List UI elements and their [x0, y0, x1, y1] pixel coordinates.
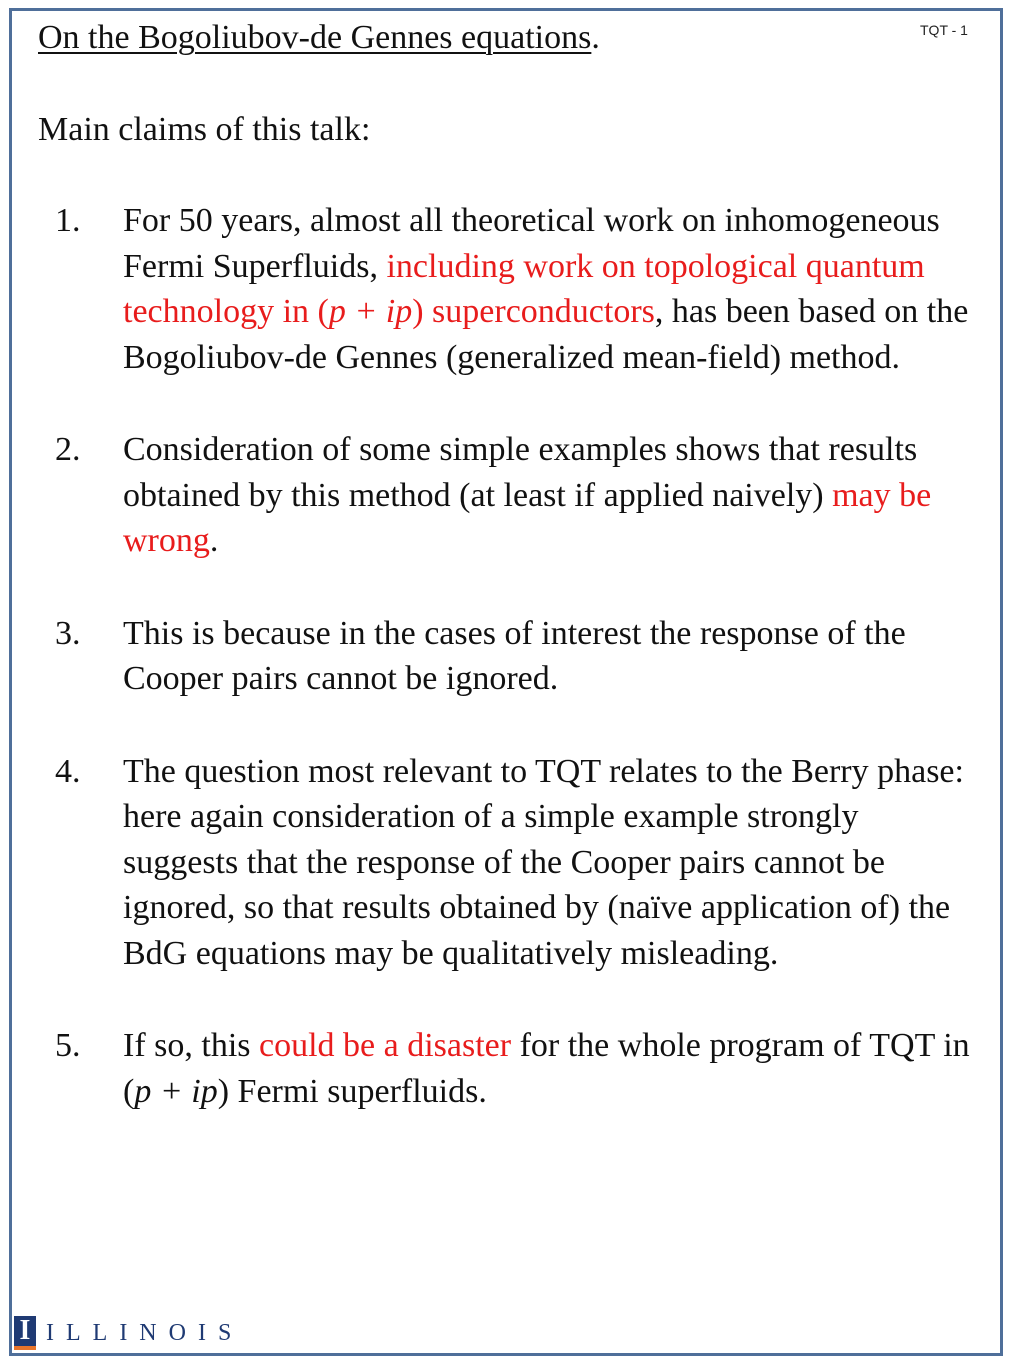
claim-highlight: ) superconductors [412, 293, 655, 330]
claim-item-4 [0, 749, 990, 977]
claim-text-segment: . [209, 522, 219, 559]
claim-text [123, 427, 973, 564]
claim-text-segment: ) Fermi superfluids. [217, 1072, 487, 1110]
claim-number: 2. [55, 431, 81, 468]
illinois-block-i-icon: I [14, 1316, 36, 1350]
claim-text [123, 1023, 973, 1114]
illinois-wordmark: ILLINOIS [46, 1319, 244, 1346]
claim-text-segment: For 50 years, almost all theoretical work on inhomogeneous Fermi Superfluids, [123, 202, 940, 285]
slide-title [38, 16, 600, 60]
slide-subtitle: Main claims of this talk: [38, 111, 371, 148]
slide-title-period: . [591, 19, 600, 56]
claim-math-p-ip: p + ip [328, 293, 413, 330]
claim-item-1 [0, 198, 990, 380]
slide-title-text: On the Bogoliubov-de Gennes equations [38, 19, 592, 56]
claims-list [0, 198, 990, 1161]
claim-number: 4. [55, 752, 81, 790]
slide-number: TQT - 1 [920, 22, 968, 38]
claim-number: 5. [55, 1027, 81, 1064]
claim-item-3 [0, 611, 990, 702]
claim-text-segment: This is because in the cases of interest the response of the Cooper pairs cannot be ignored. [123, 614, 906, 697]
illinois-logo [14, 1316, 243, 1350]
claim-item-5 [0, 1023, 990, 1114]
claim-text-segment: If so, this [123, 1027, 259, 1064]
claim-text [123, 749, 973, 977]
claim-highlight: could be a disaster [259, 1027, 512, 1064]
claim-text-segment: The question most relevant to TQT relates to the Berry phase: here again consideration of a simple example strongly suggests that the response of the Cooper pairs cannot be ignored, so that results obtained by (naïve application of) the BdG equations may be qualitatively misleading. [123, 752, 964, 972]
claim-math-p-ip: p + ip [134, 1072, 218, 1110]
claim-highlight: may be wrong [123, 476, 932, 559]
claim-text [123, 611, 973, 702]
claim-item-2 [0, 427, 990, 564]
claim-text-segment: for the whole program of TQT in ( [123, 1027, 970, 1110]
claim-number: 1. [55, 202, 81, 239]
claim-text-segment: , has been based on the Bogoliubov-de Gennes (generalized mean-field) method. [123, 293, 969, 376]
claim-highlight: including work on topological quantum technology in ( [123, 247, 925, 330]
claim-text-segment: Consideration of some simple examples shows that results obtained by this method (at least if applied naively) [123, 431, 918, 514]
claim-number: 3. [55, 614, 81, 652]
claim-text [123, 198, 973, 380]
